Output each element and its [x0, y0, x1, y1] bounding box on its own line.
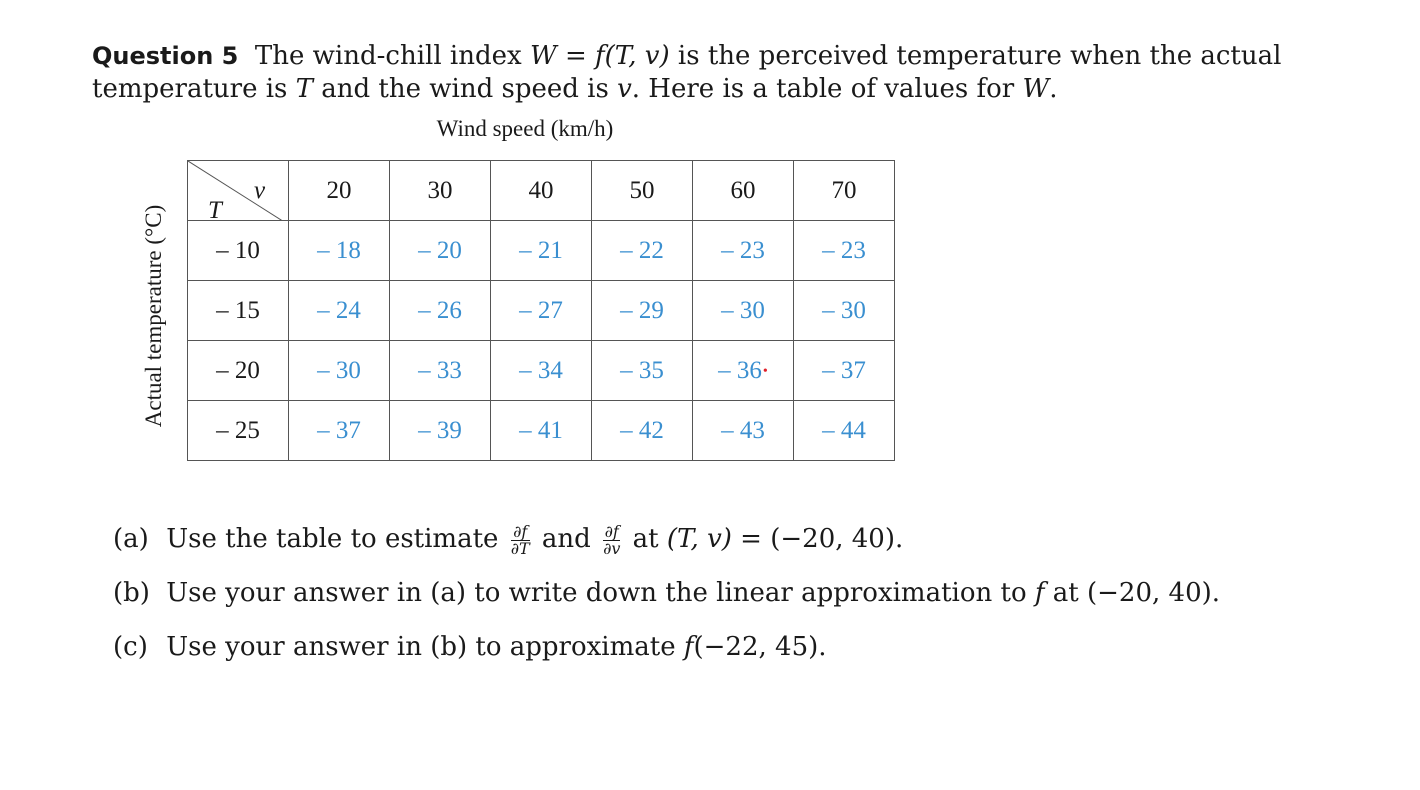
table-cell: – 37: [289, 401, 390, 461]
part-a-text-1: Use the table to estimate: [166, 524, 499, 554]
part-a-text-4: = (−20, 40).: [731, 524, 904, 554]
question-text-5: .: [1049, 74, 1058, 104]
partial-f-partial-v: [603, 521, 621, 558]
table-cell: – 41: [491, 401, 592, 461]
part-b-text-2: at (−20, 40).: [1044, 578, 1221, 608]
question-text-4: . Here is a table of values for: [631, 74, 1023, 104]
part-a-text-3: at: [632, 524, 667, 554]
fraction-denominator: ∂v: [603, 538, 621, 558]
table-row: [188, 221, 895, 281]
table-cell: – 42: [592, 401, 693, 461]
fraction-denominator: ∂T: [510, 538, 530, 558]
column-header: 40: [491, 161, 592, 221]
row-header: – 10: [188, 221, 289, 281]
question-text-3: and the wind speed is: [313, 74, 618, 104]
wind-chill-table: [187, 160, 895, 461]
table-cell: – 39: [390, 401, 491, 461]
row-header: – 20: [188, 341, 289, 401]
row-header: – 15: [188, 281, 289, 341]
question-math-3: v: [617, 74, 632, 104]
table-cell: – 27: [491, 281, 592, 341]
table-cell: – 22: [592, 221, 693, 281]
partial-f-partial-t: [510, 521, 530, 558]
red-dot-marker: •: [762, 363, 768, 379]
table-cell: – 29: [592, 281, 693, 341]
column-header: 30: [390, 161, 491, 221]
part-a-text-2: and: [541, 524, 591, 554]
question-parts: [113, 512, 1363, 674]
question-text: [92, 40, 1382, 106]
part-label: (c): [113, 632, 148, 662]
table-row: [188, 341, 895, 401]
part-b-text-1: Use your answer in (a) to write down the linear approximation to: [166, 578, 1035, 608]
column-header: 50: [592, 161, 693, 221]
table-cell: – 34: [491, 341, 592, 401]
corner-diagonal: [188, 161, 289, 221]
table-cell: – 35: [592, 341, 693, 401]
fraction-numerator: ∂f: [604, 521, 619, 541]
row-header: – 25: [188, 401, 289, 461]
part-c-text-2: (−22, 45).: [693, 632, 827, 662]
part-c: [113, 620, 1363, 674]
table-cell: – 44: [794, 401, 895, 461]
table-cell: – 33: [390, 341, 491, 401]
table-row: [188, 401, 895, 461]
table-title: Wind speed (km/h): [436, 116, 614, 141]
column-header: 20: [289, 161, 390, 221]
question-text-2: is the perceived temperature when the actual temperature is: [92, 41, 1282, 104]
table-cell: – 24: [289, 281, 390, 341]
fraction-numerator: ∂f: [511, 524, 530, 541]
table-cell: – 30: [693, 281, 794, 341]
part-label: (a): [113, 524, 149, 554]
table-cell-value: – 36: [718, 356, 762, 384]
part-c-text-1: Use your answer in (b) to approximate: [166, 632, 684, 662]
part-c-math: f: [683, 632, 694, 662]
header-row: [188, 161, 895, 221]
corner-row-symbol: T: [208, 197, 222, 221]
table-cell: – 30: [289, 341, 390, 401]
part-b-math: f: [1034, 578, 1045, 608]
table-cell-marked: [693, 341, 794, 401]
table-cell: – 26: [390, 281, 491, 341]
part-label: (b): [113, 578, 150, 608]
table-cell: – 23: [693, 221, 794, 281]
table-cell: – 43: [693, 401, 794, 461]
column-header: 60: [693, 161, 794, 221]
part-b: [113, 566, 1363, 620]
question-math-1: W = f(T, v): [529, 41, 670, 71]
question-math-2: T: [295, 74, 313, 104]
table-row: [188, 281, 895, 341]
part-a: [113, 512, 1363, 566]
corner-col-symbol: v: [254, 177, 266, 204]
corner-cell: [188, 161, 289, 221]
question-label: Question 5: [92, 42, 239, 70]
table-cell: – 20: [390, 221, 491, 281]
column-header: 70: [794, 161, 895, 221]
table-cell: – 37: [794, 341, 895, 401]
table-cell: – 18: [289, 221, 390, 281]
question-text-1: The wind-chill index: [254, 41, 530, 71]
table-cell: – 23: [794, 221, 895, 281]
row-axis-label: Actual temperature (°C): [141, 204, 166, 428]
table-cell: – 21: [491, 221, 592, 281]
table-cell: – 30: [794, 281, 895, 341]
question-math-4: W: [1022, 74, 1050, 104]
part-a-math: (T, v): [666, 524, 732, 554]
